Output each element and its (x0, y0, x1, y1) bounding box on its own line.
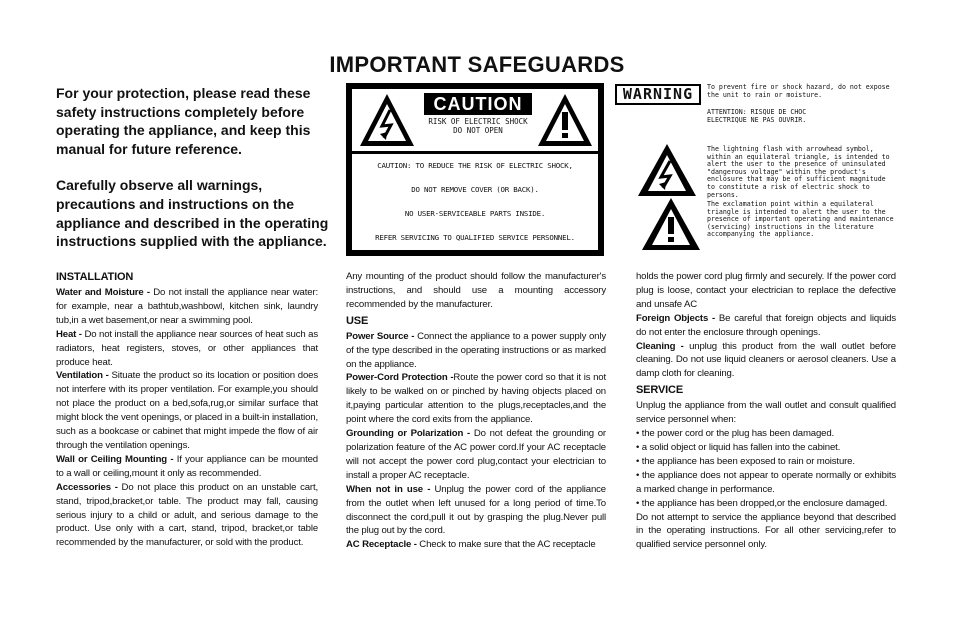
page-title: IMPORTANT SAFEGUARDS (329, 52, 625, 77)
power-cord-paragraph (346, 371, 606, 427)
exclamation-warning-icon (640, 196, 702, 252)
service-bullet: • the power cord or the plug has been damaged. (636, 428, 835, 440)
heat-label: Heat - (56, 328, 82, 340)
heat-paragraph (56, 328, 318, 370)
caution-line-4: REFER SERVICING TO QUALIFIED SERVICE PERSONNEL. (375, 233, 575, 242)
foreign-label: Foreign Objects - (636, 312, 716, 324)
service-bullet: • the appliance has been dropped,or the enclosure damaged. (636, 497, 888, 509)
wall-label: Wall or Ceiling Mounting - (56, 453, 174, 465)
intro (56, 84, 331, 269)
ac-label: AC Receptacle - (346, 539, 417, 551)
accessories-label: Accessories - (56, 481, 118, 493)
service-bullet: • a solid object or liquid has fallen into the cabinet. (636, 441, 841, 453)
lightning-triangle-icon (358, 92, 416, 148)
caution-line-2: DO NOT REMOVE COVER (OR BACK). (411, 185, 539, 194)
caution-subtitle (424, 117, 532, 135)
attention-text: ATTENTION: RISQUE DE CHOC ELECTRIQUE NE PAS OUVRIR. (707, 108, 807, 124)
foreign-objects-paragraph (636, 312, 896, 340)
service-intro-paragraph: Unplug the appliance from the wall outlet and consult qualified service personnel when: (636, 400, 896, 426)
mounting-paragraph: Any mounting of the product should follow the manufacturer's instructions, and should use a mounting accessory recommended by the manufacturer. (346, 271, 606, 310)
ground-label: Grounding or Polarization - (346, 428, 471, 440)
service-bullet: • the appliance has been exposed to rain or moisture. (636, 455, 855, 467)
water-label: Water and Moisture - (56, 287, 150, 298)
water-text: Do not install the appliance near water: for example, near a bathtub,washbowl, kitchen sink, laundry tub,in a wet basement,or near a swimming pool. (56, 287, 318, 326)
not-in-use-paragraph (346, 483, 606, 539)
cord-text: Route the power cord so that it is not likely to be walked on or pinched by having objects placed on it,paying particular attention to the plugs,receptacles,and the point where the cord exits from the appliance. (346, 372, 606, 426)
wall-text: If your appliance can be mounted to a wall or ceiling,mount it only as recommended. (56, 453, 318, 479)
ac-receptacle-paragraph (346, 538, 606, 552)
ventilation-paragraph (56, 369, 318, 452)
warning-badge: WARNING (615, 84, 701, 105)
power-source-paragraph (346, 330, 606, 372)
accessories-text: Do not place this product on an unstable cart, stand, tripod,bracket,or table. The product may fall, causing serious injury to a child or adult, and serious damage to the product. Use only with a cart, stand, tripod, bracket,or table recommended by the manufacturer, or sold with the product. (56, 481, 318, 549)
use-heading: USE (346, 314, 369, 327)
ventilation-label: Ventilation - (56, 370, 109, 382)
notuse-label: When not in use - (346, 483, 431, 495)
service-heading: SERVICE (636, 384, 684, 397)
service-final-paragraph: Do not attempt to service the appliance beyond that described in the operating instructions. For all other servicing,refer to qualified service personnel only. (636, 511, 896, 551)
accessories-paragraph (56, 481, 318, 551)
warning-text: To prevent fire or shock hazard, do not expose the unit to rain or moisture. (707, 83, 890, 99)
foreign-text: Be careful that foreign objects and liquids do not enter the enclosure through openings. (636, 312, 897, 338)
grounding-paragraph (346, 427, 606, 483)
ac-text: Check to make sure that the AC receptacle (416, 539, 596, 551)
caution-line-1: CAUTION: TO REDUCE THE RISK OF ELECTRIC SHOCK, (377, 161, 573, 170)
power-label: Power Source - (346, 330, 415, 342)
lightning-symbol-text: The lightning flash with arrowhead symbol, within an equilateral triangle, is intended to alert the user to the presence of uninsulated "dangerous voltage" within the product's enclosure that may be of sufficient magnitude to constitute a risk of electric shock to persons. (707, 145, 890, 199)
caution-sub-2: DO NOT OPEN (453, 126, 503, 135)
notuse-text: Unplug the power cord of the appliance from the outlet when left unused for a long period of time.To disconnect the cord,pull it out by grasping the plug.Never pull the plug out by the cord. (346, 483, 606, 537)
installation-column (56, 270, 318, 550)
ventilation-text: Situate the product so its location or position does not interfere with its proper ventilation. For example,you should not place the product on a bed,sofa,rug,or similar surface that might block the vent openings, or placed in a built-in installation, such as a bookcase or cabinet that might impede the flow of air through the ventilation openings. (56, 370, 318, 451)
water-moisture-paragraph (56, 286, 318, 328)
intro-paragraph-2: Carefully observe all warnings, precautions and instructions on the appliance and described in the operating instructions supplied with the appliance. (56, 177, 329, 250)
lightning-warning-icon (636, 142, 698, 198)
wall-mounting-paragraph (56, 453, 318, 481)
service-column (636, 270, 896, 552)
caution-line-3: NO USER-SERVICEABLE PARTS INSIDE. (404, 209, 546, 218)
heat-text: Do not install the appliance near sources of heat such as radiators, heat registers, stoves, or other appliances that produce heat. (56, 328, 318, 368)
exclamation-symbol-text: The exclamation point within a equilateral triangle is intended to alert the user to the presence of important operating and maintenance (servicing) instructions in the literature accompanying the appliance. (707, 200, 894, 239)
caution-label (346, 83, 604, 256)
cleaning-text: unplug this product from the wall outlet before cleaning. Do not use liquid cleaners or aerosol cleaners. Use a damp cloth for cleaning. (636, 340, 896, 380)
ac-continuation-paragraph: holds the power cord plug firmly and securely. If the power cord plug is loose, contact your electrician to replace the defective and unsafe AC (636, 271, 896, 310)
use-column (346, 270, 606, 552)
power-text: Connect the appliance to a power supply only of the type described in the operating instructions or as marked on the appliance. (346, 330, 606, 370)
ground-text: Do not defeat the grounding or polarization feature of the AC power cord.If your AC receptacle will not accept the power cord plug,contact your electrician to install a proper AC receptacle. (346, 428, 606, 481)
cord-label: Power-Cord Protection - (346, 372, 454, 384)
installation-heading: INSTALLATION (56, 271, 134, 283)
exclamation-triangle-icon (536, 92, 594, 148)
intro-paragraph-1: For your protection, please read these safety instructions completely before operating the appliance, and keep this manual for future reference. (56, 85, 311, 157)
caution-word: CAUTION (424, 93, 532, 115)
cleaning-paragraph (636, 340, 896, 382)
caution-sub-1: RISK OF ELECTRIC SHOCK (428, 117, 528, 126)
service-bullet: • the appliance does not appear to operate normally or exhibits a marked change in performance. (636, 469, 896, 495)
cleaning-label: Cleaning - (636, 340, 684, 352)
